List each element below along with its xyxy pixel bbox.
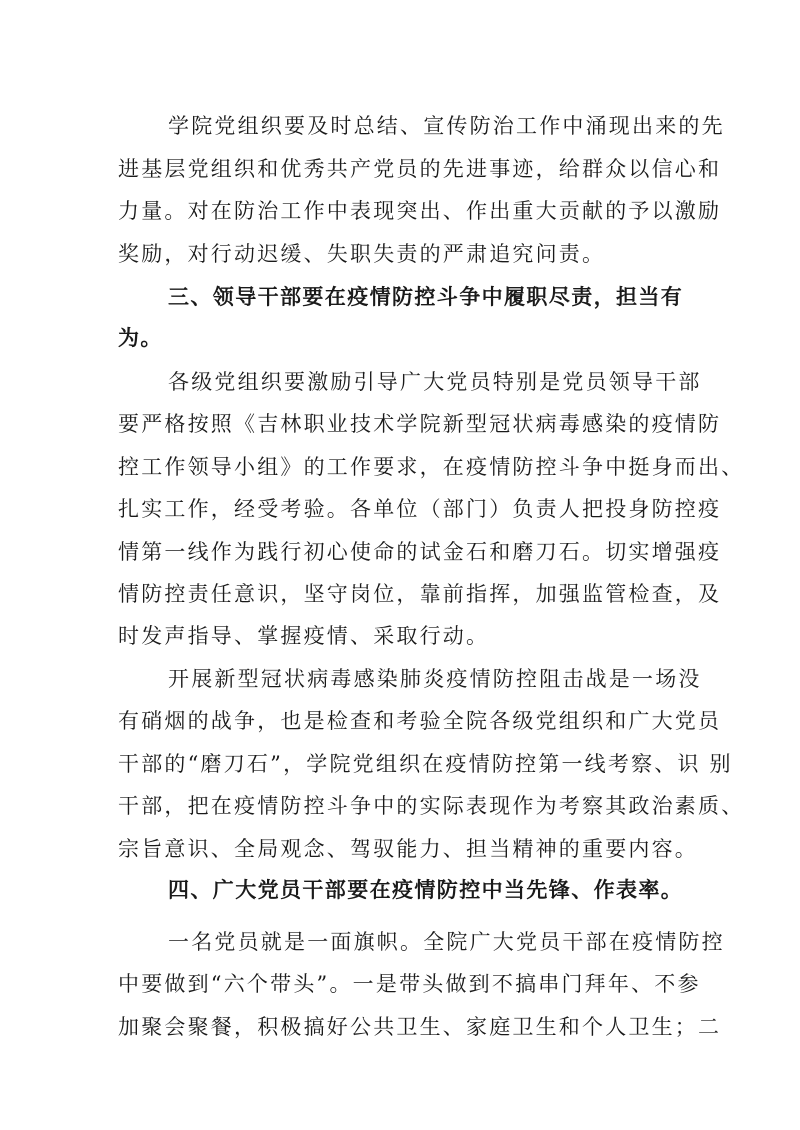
section-heading-4: 四、广大党员干部要在疫情防控中当先锋、作表率。 bbox=[168, 878, 684, 902]
paragraph-2-line-3: 控工作领导小组》的工作要求，在疫情防控斗争中挺身而出、 bbox=[118, 455, 745, 479]
paragraph-3-line-1: 开展新型冠状病毒感染肺炎疫情防控阻击战是一场没 bbox=[168, 667, 702, 691]
paragraph-2-line-4: 扎实工作，经受考验。各单位（部门）负责人把投身防控疫 bbox=[118, 497, 722, 521]
paragraph-3-line-5: 宗旨意识、全局观念、驾驭能力、担当精神的重要内容。 bbox=[118, 837, 698, 861]
paragraph-3-line-3: 干部的“磨刀石”，学院党组织在疫情防控第一线考察、识 别 bbox=[118, 752, 733, 776]
paragraph-2-line-5: 情第一线作为践行初心使命的试金石和磨刀石。切实增强疫 bbox=[118, 540, 722, 564]
section-heading-3-line-2: 为。 bbox=[118, 326, 163, 350]
paragraph-2-line-2: 要严格按照《吉林职业技术学院新型冠状病毒感染的疫情防 bbox=[118, 412, 722, 436]
paragraph-1-line-4: 奖励，对行动迟缓、失职失责的严肃追究问责。 bbox=[118, 242, 606, 266]
paragraph-1-line-1: 学院党组织要及时总结、宣传防治工作中涌现出来的先 bbox=[168, 114, 725, 138]
paragraph-3-line-4: 干部，把在疫情防控斗争中的实际表现作为考察其政治素质、 bbox=[118, 794, 745, 818]
section-heading-3-line-1: 三、领导干部要在疫情防控斗争中履职尽责，担当有 bbox=[168, 285, 684, 309]
paragraph-4-line-3: 加聚会聚餐，积极搞好公共卫生、家庭卫生和个人卫生；二 bbox=[118, 1015, 722, 1039]
paragraph-4-line-2: 中要做到“六个带头”。一是带头做到不搞串门拜年、不参 bbox=[118, 972, 701, 996]
paragraph-2-line-1: 各级党组织要激励引导广大党员特别是党员领导干部 bbox=[168, 370, 702, 394]
paragraph-1-line-2: 进基层党组织和优秀共产党员的先进事迹，给群众以信心和 bbox=[118, 157, 722, 181]
paragraph-2-line-6: 情防控责任意识，坚守岗位，靠前指挥，加强监管检查，及 bbox=[118, 582, 722, 606]
paragraph-1-line-3: 力量。对在防治工作中表现突出、作出重大贡献的予以激励 bbox=[118, 199, 722, 223]
paragraph-2-line-7: 时发声指导、掌握疫情、采取行动。 bbox=[118, 624, 490, 648]
paragraph-4-line-1: 一名党员就是一面旗帜。全院广大党员干部在疫情防控 bbox=[168, 930, 725, 954]
paragraph-3-line-2: 有硝烟的战争，也是检查和考验全院各级党组织和广大党员 bbox=[118, 709, 722, 733]
